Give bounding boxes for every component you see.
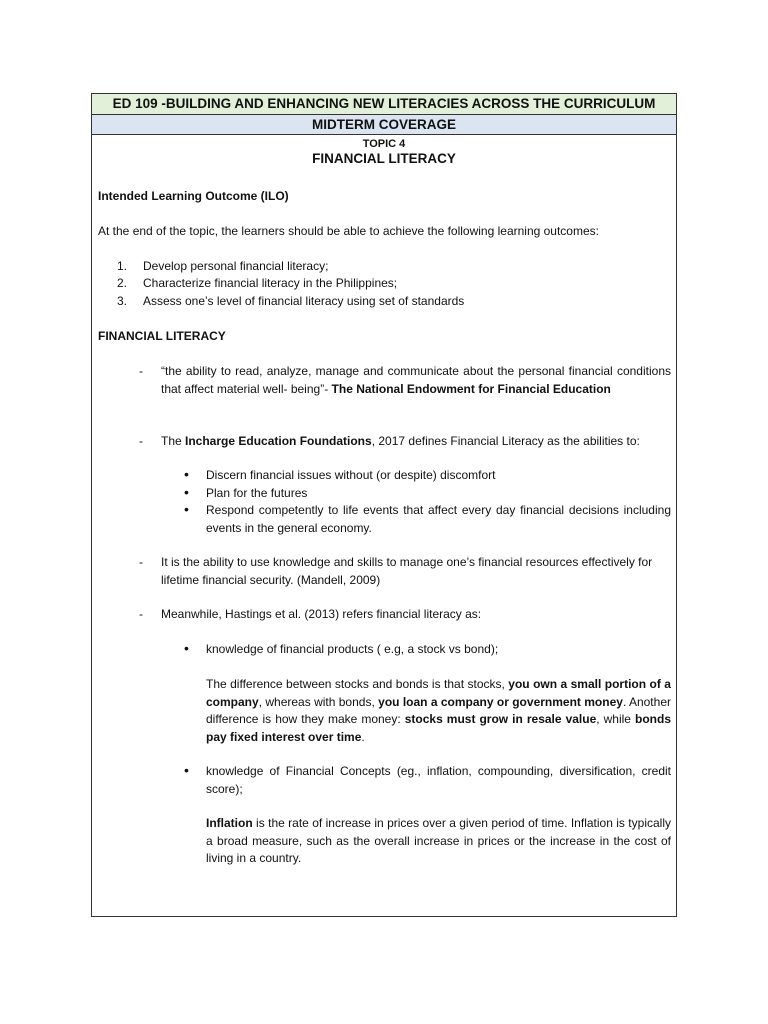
section-heading: FINANCIAL LITERACY [98, 329, 226, 343]
bullet-marker: • [184, 762, 189, 778]
list-text: Develop personal financial literacy; [143, 259, 329, 273]
course-title: ED 109 -BUILDING AND ENHANCING NEW LITERACIES ACROSS THE CURRICULUM [92, 94, 676, 115]
list-text: Assess one’s level of financial literacy using set of standards [143, 294, 465, 308]
topic-number: TOPIC 4 [362, 138, 406, 150]
dash-marker: - [139, 555, 143, 569]
list-number: 2. [117, 276, 128, 290]
bullet-item: Discern financial issues without (or despite) discomfort [206, 468, 496, 482]
list-number: 1. [117, 259, 128, 273]
dash-marker: - [139, 607, 143, 621]
document-frame [91, 93, 677, 917]
bullet-item: Plan for the futures [206, 486, 308, 500]
list-number: 3. [117, 294, 128, 308]
paragraph-text: , while [596, 712, 636, 726]
dash-marker: - [139, 364, 143, 378]
ilo-heading: Intended Learning Outcome (ILO) [98, 189, 289, 203]
bullet-item: Respond competently to life events that affect every day financial decisions including events in the general economy. [206, 503, 671, 535]
paragraph-text: The difference between stocks and bonds is that stocks, [206, 677, 509, 691]
list-text: Characterize financial literacy in the Philippines; [143, 276, 398, 290]
dash-marker: - [139, 434, 143, 448]
topic-title: FINANCIAL LITERACY [312, 151, 456, 166]
definition-mandell: It is the ability to use knowledge and skills to manage one’s financial resources effectively for lifetime financial security. (Mandell, 2009) [161, 555, 653, 587]
definition-hastings: Meanwhile, Hastings et al. (2013) refers financial literacy as: [161, 607, 482, 621]
paragraph-text: , whereas with bonds, [258, 694, 379, 709]
organization-name: Incharge Education Foundations [185, 434, 372, 448]
document-body [92, 135, 676, 918]
bullet-marker: • [184, 466, 189, 482]
bullet-marker: • [184, 484, 189, 500]
inflation-term: Inflation [206, 816, 253, 830]
bold-phrase: bonds pay fixed interest over time [206, 712, 672, 744]
bold-phrase: stocks must grow in resale value [404, 712, 597, 726]
definition-text: , 2017 defines Financial Literacy as the abilities to: [371, 434, 640, 448]
paragraph-text: is the rate of increase in prices over a given period of time. Inflation is typically a broad measure, such as the overall increase in prices or the increase in the cost of living in a country. [206, 816, 671, 865]
bullet-item: knowledge of financial products ( e.g, a stock vs bond); [206, 642, 499, 656]
definition-nefe [161, 363, 671, 398]
paragraph-text: . [361, 729, 365, 744]
bold-phrase: you own a small portion of a company [206, 677, 671, 709]
definition-text: “the ability to read, analyze, manage and communicate about the personal financial conditions that affect material well- being”- [161, 364, 671, 396]
definition-incharge [161, 433, 671, 451]
paragraph-text: . Another difference is how they make money: [206, 694, 671, 726]
inflation-paragraph [206, 815, 671, 868]
stocks-vs-bonds-paragraph [206, 676, 671, 746]
bold-phrase: you loan a company or government money [378, 694, 623, 709]
bullet-marker: • [184, 501, 189, 517]
definition-source: The National Endowment for Financial Education [331, 381, 611, 396]
bullet-item: knowledge of Financial Concepts (eg., inflation, compounding, diversification, credit score); [206, 764, 671, 796]
ilo-intro: At the end of the topic, the learners should be able to achieve the following learning outcomes: [98, 224, 599, 238]
coverage-title: MIDTERM COVERAGE [92, 115, 676, 135]
definition-text: The [161, 434, 186, 448]
bullet-marker: • [184, 640, 189, 656]
